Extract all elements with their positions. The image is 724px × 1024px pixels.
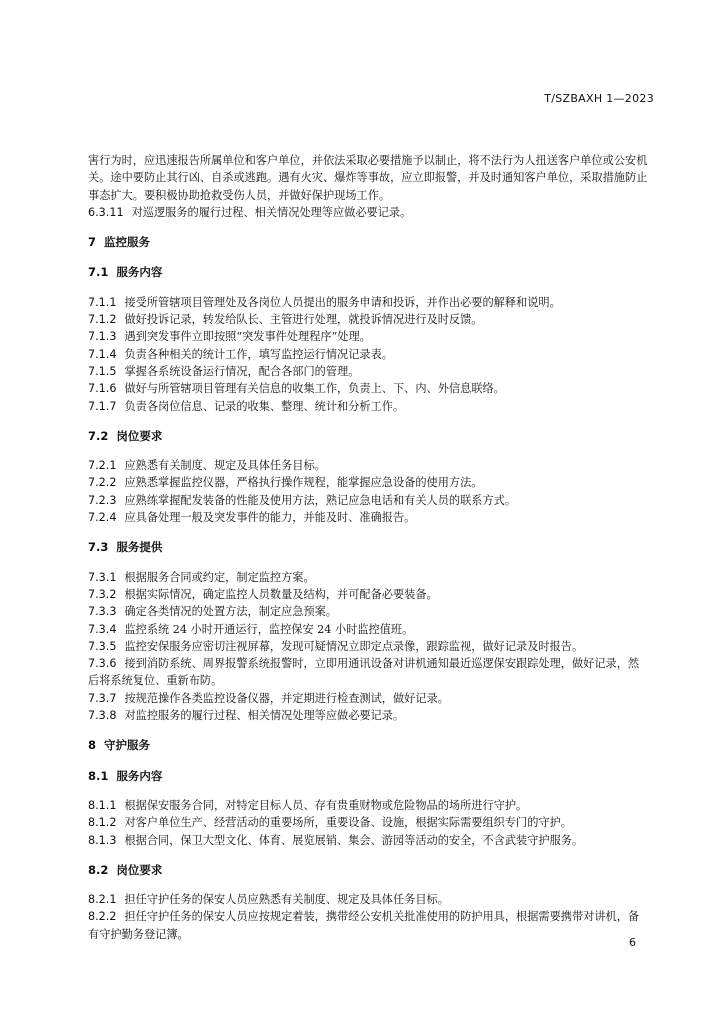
clause-item <box>88 509 648 526</box>
clause-list <box>88 891 648 943</box>
clause-text: 应熟练掌握配发装备的性能及使用方法，熟记应急电话和有关人员的联系方式。 <box>124 493 517 507</box>
section-number: 8 <box>88 738 97 753</box>
clause-item <box>88 569 648 586</box>
clause-number: 7.3.7 <box>88 691 117 705</box>
clause-item <box>88 621 648 638</box>
clause-item <box>88 492 648 509</box>
clause-item <box>88 457 648 474</box>
subsection-title: 服务内容 <box>116 265 163 280</box>
clause-number: 7.2.1 <box>88 459 117 473</box>
clause-number: 7.1.2 <box>88 313 117 327</box>
clause-item <box>88 346 648 363</box>
clause-text: 负责各岗位信息、记录的收集、整理、统计和分析工作。 <box>124 399 405 413</box>
clause-item <box>88 586 648 603</box>
clause-item <box>88 204 648 221</box>
clause-number: 7.2.4 <box>88 511 117 525</box>
clause-item <box>88 328 648 345</box>
clause-number: 8.2.1 <box>88 893 117 907</box>
clause-number: 7.3.1 <box>88 570 117 584</box>
clause-text: 根据合同，保卫大型文化、体育、展览展销、集会、游园等活动的安全，不含武装守护服务。 <box>124 833 584 847</box>
subsection-number: 8.2 <box>88 862 109 877</box>
clause-number: 7.3.6 <box>88 657 117 671</box>
clause-text: 接到消防系统、周界报警系统报警时，立即用通讯设备对讲机通知最近巡逻保安跟踪处理，做好记录，然后将系统复位、重新布防。 <box>88 657 640 688</box>
subsection-title: 服务内容 <box>116 768 163 783</box>
clause-text: 应熟悉掌握监控仪器，严格执行操作规程，能掌握应急设备的使用方法。 <box>124 476 483 490</box>
subsection-number: 8.1 <box>88 768 109 783</box>
clause-number: 7.1.1 <box>88 295 117 309</box>
clause-number: 8.2.2 <box>88 910 117 924</box>
clause-list <box>88 457 648 526</box>
clause-text: 担任守护任务的保安人员应按规定着装，携带经公安机关批准使用的防护用具，根据需要携带对讲机，备有守护勤务登记簿。 <box>88 910 640 941</box>
clause-number: 7.1.5 <box>88 364 117 378</box>
clause-item <box>88 603 648 620</box>
subsection-title: 岗位要求 <box>116 862 163 877</box>
clause-item <box>88 638 648 655</box>
clause-number: 7.3.3 <box>88 605 117 619</box>
clause-text: 接受所管辖项目管理处及各岗位人员提出的服务申请和投诉，并作出必要的解释和说明。 <box>124 295 561 309</box>
clause-item <box>88 908 648 943</box>
clause-number: 8.1.2 <box>88 816 117 830</box>
clause-text: 掌握各系统设备运行情况，配合各部门的管理。 <box>124 364 360 378</box>
clause-text: 根据服务合同或约定，制定监控方案。 <box>124 570 315 584</box>
clause-text: 担任守护任务的保安人员应熟悉有关制度、规定及具体任务目标。 <box>124 893 449 907</box>
clause-text: 监控安保服务应密切注视屏幕，发现可疑情况立即定点录像，跟踪监视，做好记录及时报告。 <box>124 639 584 653</box>
clause-text: 应具备处理一般及突发事件的能力，并能及时、准确报告。 <box>124 511 416 525</box>
clause-item <box>88 294 648 311</box>
clause-item <box>88 797 648 814</box>
clause-text: 根据实际情况，确定监控人员数量及结构，并可配备必要装备。 <box>124 587 438 601</box>
clause-number: 8.1.3 <box>88 833 117 847</box>
clause-item <box>88 814 648 831</box>
clause-number: 6.3.11 <box>88 205 124 219</box>
clause-number: 7.3.8 <box>88 709 117 723</box>
clause-text: 做好投诉记录，转发给队长、主管进行处理，就投诉情况进行及时反馈。 <box>124 313 483 327</box>
clause-item <box>88 832 648 849</box>
clause-list <box>88 569 648 725</box>
clause-number: 7.3.5 <box>88 639 117 653</box>
clause-number: 7.2.2 <box>88 476 117 490</box>
subsection-heading <box>88 862 648 879</box>
section-title: 守护服务 <box>104 738 151 753</box>
clause-item <box>88 311 648 328</box>
clause-list <box>88 797 648 849</box>
clause-number: 7.3.4 <box>88 622 117 636</box>
subsection-number: 7.2 <box>88 428 109 443</box>
subsection-heading <box>88 428 648 445</box>
section-heading <box>88 234 648 251</box>
section-title: 监控服务 <box>104 235 151 250</box>
clause-text: 对客户单位生产、经营活动的重要场所，重要设备、设施，根据实际需要组织专门的守护。 <box>124 816 572 830</box>
subsection-heading <box>88 264 648 281</box>
clause-number: 7.3.2 <box>88 587 117 601</box>
clause-item <box>88 363 648 380</box>
clause-number: 7.2.3 <box>88 493 117 507</box>
clause-text: 负责各种相关的统计工作，填写监控运行情况记录表。 <box>124 347 393 361</box>
subsection-number: 7.1 <box>88 265 109 280</box>
clause-item <box>88 398 648 415</box>
clause-number: 7.1.7 <box>88 399 117 413</box>
clause-number: 7.1.4 <box>88 347 117 361</box>
clause-text: 按规范操作各类监控设备仪器，并定期进行检查测试，做好记录。 <box>124 691 449 705</box>
clause-text: 遇到突发事件立即按照“突发事件处理程序”处理。 <box>124 330 371 344</box>
clause-item <box>88 474 648 491</box>
clause-text: 做好与所管辖项目管理有关信息的收集工作，负责上、下、内、外信息联络。 <box>124 382 505 396</box>
subsection-title: 服务提供 <box>116 540 163 555</box>
clause-text: 对巡逻服务的履行过程、相关情况处理等应做必要记录。 <box>131 205 412 219</box>
clause-item <box>88 655 648 690</box>
clause-text: 确定各类情况的处置方法，制定应急预案。 <box>124 605 338 619</box>
subsection-heading <box>88 768 648 785</box>
clause-number: 7.1.3 <box>88 330 117 344</box>
clause-text: 对监控服务的履行过程、相关情况处理等应做必要记录。 <box>124 709 405 723</box>
clause-item <box>88 891 648 908</box>
subsection-number: 7.3 <box>88 540 109 555</box>
clause-item <box>88 707 648 724</box>
standard-code: T/SZBAXH 1—2023 <box>544 92 654 105</box>
section-number: 7 <box>88 235 97 250</box>
clause-number: 8.1.1 <box>88 798 117 812</box>
subsection-title: 岗位要求 <box>116 428 163 443</box>
clause-text: 应熟悉有关制度、规定及具体任务目标。 <box>124 459 326 473</box>
clause-text: 根据保安服务合同，对特定目标人员、存有贵重财物或危险物品的场所进行守护。 <box>124 798 528 812</box>
section-heading <box>88 737 648 754</box>
clause-item <box>88 380 648 397</box>
clause-number: 7.1.6 <box>88 382 117 396</box>
clause-list <box>88 294 648 415</box>
subsection-heading <box>88 539 648 556</box>
page-number: 6 <box>629 936 636 949</box>
clause-text: 监控系统 24 小时开通运行，监控保安 24 小时监控值班。 <box>124 622 414 636</box>
paragraph: 害行为时，应迅速报告所属单位和客户单位，并依法采取必要措施予以制止，将不法行为人扭送客户单位或公安机关。途中要防止其行凶、自杀或逃跑。遇有火灾、爆炸等事故，应立即报警，并及时通知客户单位，采取措施防止事态扩大。要积极协助抢救受伤人员，并做好保护现场工作。 <box>88 154 648 202</box>
document-body <box>88 152 648 943</box>
clause-item <box>88 690 648 707</box>
